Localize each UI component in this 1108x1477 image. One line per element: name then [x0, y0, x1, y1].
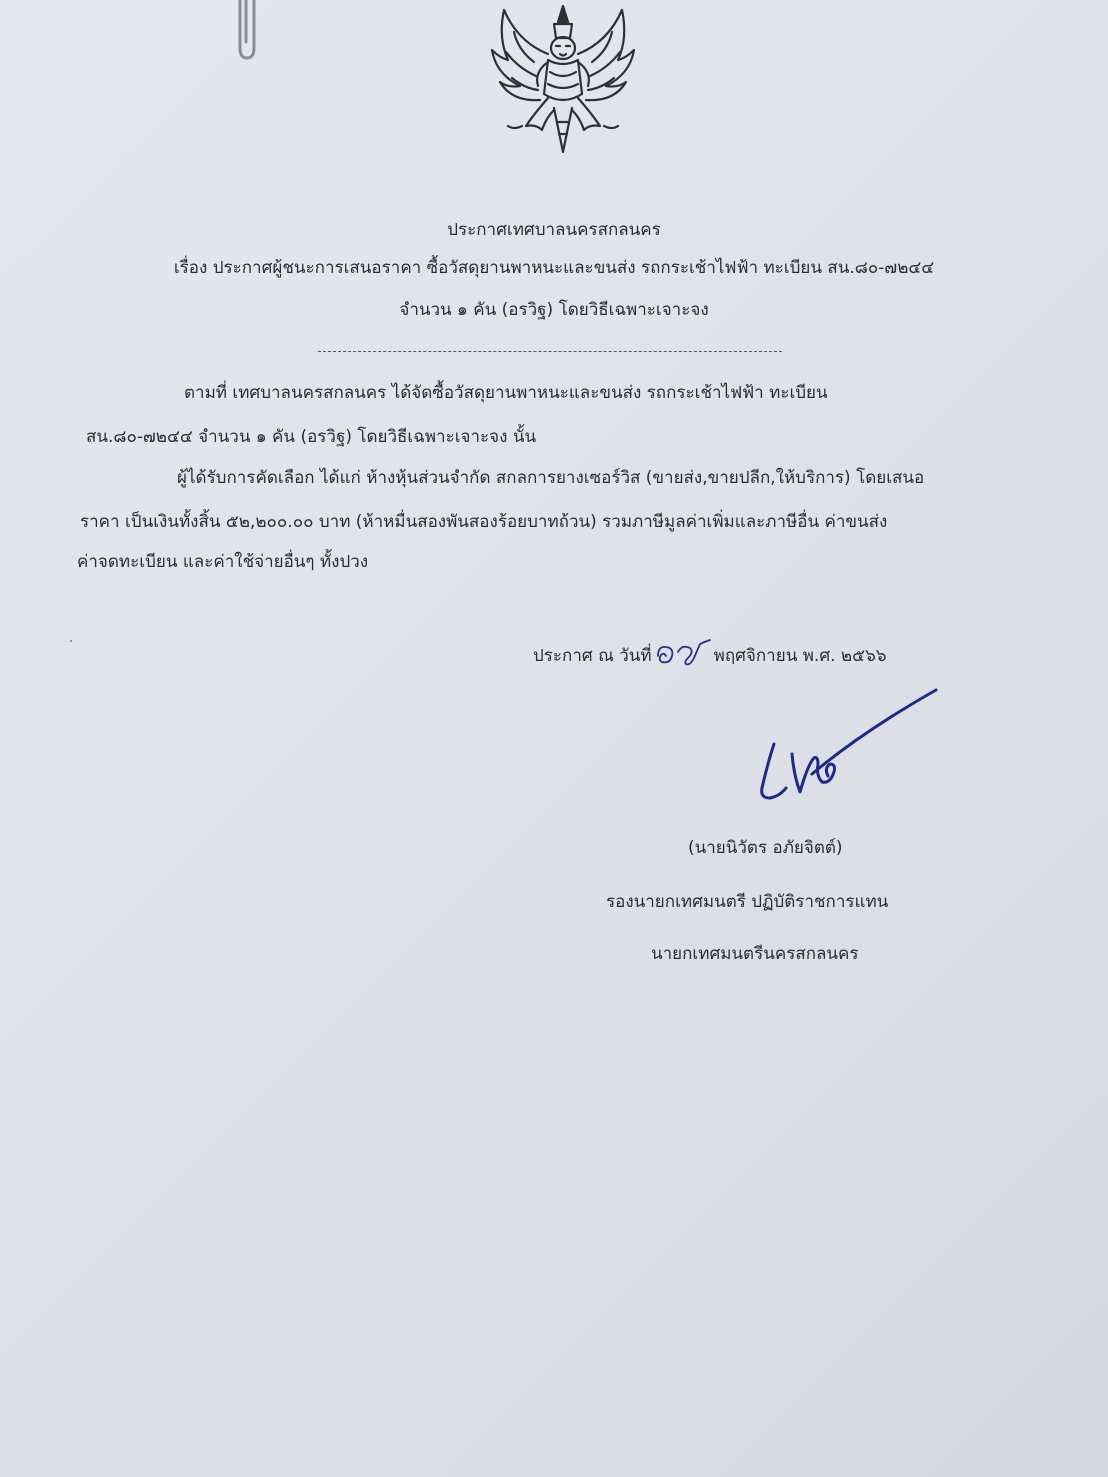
announcement-date — [533, 644, 887, 668]
paragraph-2-line-3: ค่าจดทะเบียน และค่าใช้จ่ายอื่นๆ ทั้งปวง — [77, 552, 369, 572]
subject-line-1: เรื่อง ประกาศผู้ชนะการเสนอราคา ซื้อวัสดุยานพาหนะและขนส่ง รถกระเช้าไฟฟ้า ทะเบียน สน.๘๐-๗๒๔๔ — [173, 258, 935, 278]
handwritten-day-icon — [652, 638, 714, 670]
paragraph-2-line-2: ราคา เป็นเงินทั้งสิ้น ๕๒,๒๐๐.๐๐ บาท (ห้าหมื่นสองพันสองร้อยบาทถ้วน) รวมภาษีมูลค่าเพิ่มและภาษีอื่น ค่าขนส่ง — [80, 512, 888, 532]
signatory-position-2: นายกเทศมนตรีนครสกลนคร — [651, 944, 859, 964]
paragraph-2-line-1: ผู้ได้รับการคัดเลือก ได้แก่ ห้างหุ้นส่วนจำกัด สกลการยางเซอร์วิส (ขายส่ง,ขายปลีก,ให้บริการ) โดยเสนอ — [177, 468, 925, 488]
subject-line-2: จำนวน ๑ คัน (อรวิฐ) โดยวิธีเฉพาะเจาะจง — [399, 300, 709, 320]
signatory-position: รองนายกเทศมนตรี ปฏิบัติราชการแทน — [606, 892, 889, 912]
date-prefix: ประกาศ ณ วันที่ — [533, 646, 652, 666]
signatory-name: (นายนิวัตร อภัยจิตต์) — [688, 838, 843, 858]
garuda-emblem-icon — [478, 2, 648, 158]
paper-speck — [70, 640, 72, 642]
document-title: ประกาศเทศบาลนครสกลนคร — [447, 220, 661, 240]
signature-icon — [752, 684, 948, 816]
paper-clip-icon — [232, 0, 262, 64]
divider-line — [318, 351, 782, 352]
date-suffix: พฤศจิกายน พ.ศ. ๒๕๖๖ — [713, 646, 887, 666]
paragraph-1-line-1: ตามที่ เทศบาลนครสกลนคร ได้จัดซื้อวัสดุยานพาหนะและขนส่ง รถกระเช้าไฟฟ้า ทะเบียน — [184, 383, 828, 403]
handwritten-day — [652, 644, 714, 668]
paragraph-1-line-2: สน.๘๐-๗๒๔๔ จำนวน ๑ คัน (อรวิฐ) โดยวิธีเฉพาะเจาะจง นั้น — [86, 427, 537, 447]
